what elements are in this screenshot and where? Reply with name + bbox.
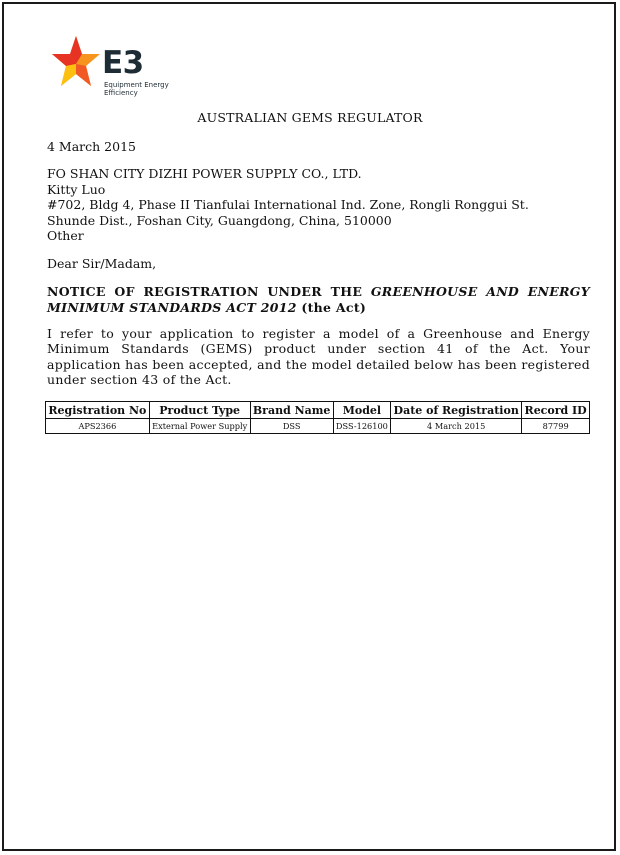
header-date-of-registration: Date of Registration [391,402,522,419]
address-company: FO SHAN CITY DIZHI POWER SUPPLY CO., LTD. [47,166,362,181]
cell-model: DSS-126100 [333,419,390,434]
cell-product-type: External Power Supply [149,419,250,434]
address-street: #702, Bldg 4, Phase II Tianfulai International Ind. Zone, Rongli Ronggui St. [47,197,529,212]
header-product-type: Product Type [149,402,250,419]
registration-table [45,401,590,434]
header-record-id: Record ID [522,402,590,419]
header-brand-name: Brand Name [250,402,333,419]
logo-brand-text: E3 [102,45,144,81]
recipient-address [47,166,590,244]
header-model: Model [333,402,390,419]
table-row [46,419,590,434]
header-registration-no: Registration No [46,402,150,419]
star-icon [50,34,102,90]
notice-suffix: (the Act) [296,299,367,315]
notice-heading [47,284,590,315]
salutation: Dear Sir/Madam, [47,256,157,271]
address-city: Shunde Dist., Foshan City, Guangdong, China, 510000 [47,212,392,228]
logo-tagline-line2: Efficiency [104,89,138,97]
logo-tagline-line1: Equipment Energy [104,81,169,89]
letter-date: 4 March 2015 [47,139,136,154]
cell-brand-name: DSS [250,419,333,434]
body-paragraph: I refer to your application to register a model of a Greenhouse and Energy Minimum Standards (GEMS) product under section 41 of the Act. Your application has been accepted, and the model detailed below has been registered under section 43 of the Act. [47,326,590,388]
notice-act-name: GREENHOUSE AND ENERGY MINIMUM STANDARDS ACT 2012 [47,284,591,315]
cell-record-id: 87799 [522,419,590,434]
cell-date-of-registration: 4 March 2015 [391,419,522,434]
e3-logo [50,34,180,96]
table-header-row [46,402,590,419]
address-other: Other [47,228,84,243]
cell-registration-no: APS2366 [46,419,150,434]
logo-tagline [104,81,184,97]
notice-prefix: NOTICE OF REGISTRATION UNDER THE [47,284,371,299]
regulator-heading: AUSTRALIAN GEMS REGULATOR [197,110,423,125]
address-contact: Kitty Luo [47,181,106,197]
